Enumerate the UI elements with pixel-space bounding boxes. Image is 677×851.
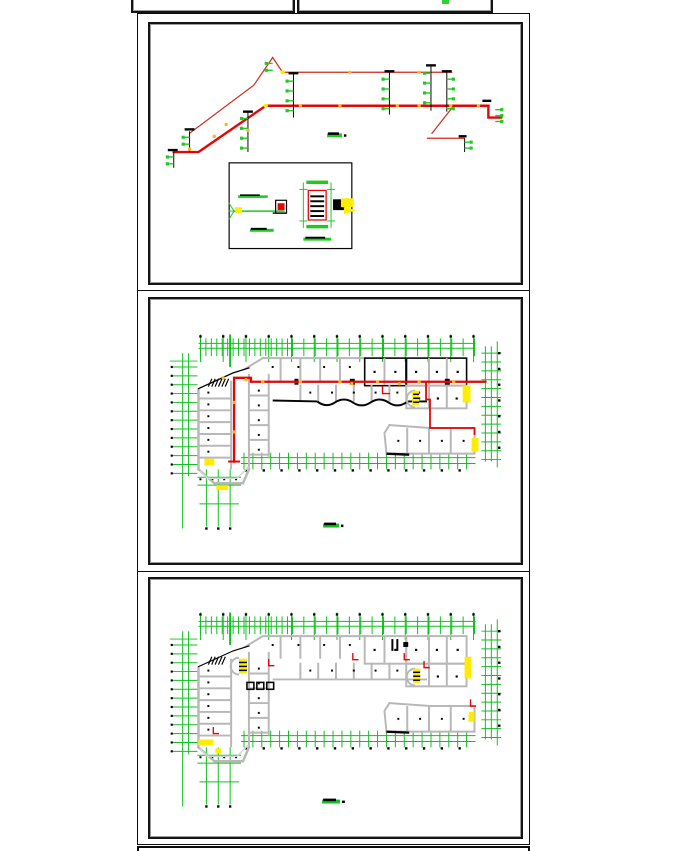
floor-plan-lower-drawing bbox=[150, 579, 521, 837]
top-partial-sheet-right[interactable] bbox=[297, 0, 493, 13]
sheet-floor-plan-lower[interactable] bbox=[148, 577, 523, 839]
green-marker-icon bbox=[442, 0, 449, 4]
sheet-system-diagram[interactable] bbox=[148, 22, 523, 285]
system-diagram-drawing bbox=[150, 24, 521, 283]
sheet-floor-plan-upper[interactable] bbox=[148, 297, 523, 565]
next-row-edge bbox=[137, 846, 530, 851]
column-divider-1 bbox=[138, 290, 529, 291]
top-partial-sheet-left[interactable] bbox=[131, 0, 295, 13]
column-divider-2 bbox=[138, 571, 529, 572]
floor-plan-upper-drawing bbox=[150, 299, 521, 563]
